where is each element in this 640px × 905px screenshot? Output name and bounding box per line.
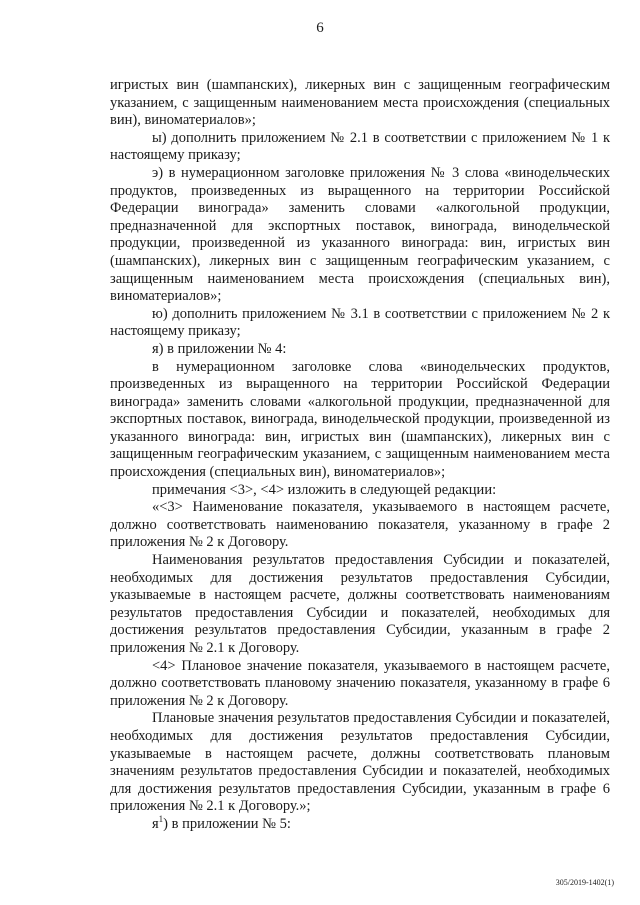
document-code: 305/2019-1402(1) (555, 878, 614, 887)
paragraph: ю) дополнить приложением № 3.1 в соответствии с приложением № 2 к настоящему приказу; (110, 305, 610, 340)
paragraph: э) в нумерационном заголовке приложения № 3 слова «винодельческих продуктов, произведенных из выращенного на территории Российской Федерации винограда» заменить словами «алкогольной продукции, предназначенной для экспортных поставок, винограда, винодельческой продукции, произведенной из указанного винограда: вин, игристых вин (шампанских), ликерных вин с защищенным географическим указанием, с защищенным наименованием места происхождения (специальных вин), виноматериалов»; (110, 164, 610, 305)
last-item-text: ) в приложении № 5: (163, 815, 291, 832)
last-item-prefix: я (152, 815, 159, 832)
last-item-superscript: 1 (158, 814, 164, 825)
paragraph: Плановые значения результатов предоставления Субсидии и показателей, необходимых для достижения результатов предоставления Субсидии, указываемые в настоящем расчете, должны соответствовать плановым значениям результатов предоставления Субсидии и показателей, необходимых для достижения результатов предоставления Субсидии, указанным в графе 6 приложения № 2.1 к Договору.»; (110, 710, 610, 815)
last-list-item (110, 816, 610, 834)
paragraph: ы) дополнить приложением № 2.1 в соответствии с приложением № 1 к настоящему приказу; (110, 129, 610, 164)
paragraph: игристых вин (шампанских), ликерных вин с защищенным географическим указанием, с защищенным наименованием места происхождения (специальных вин), виноматериалов»; (110, 77, 610, 129)
document-body (110, 77, 610, 834)
paragraph: я) в приложении № 4: (152, 340, 287, 357)
page-number: 6 (316, 20, 324, 36)
paragraph: «<3> Наименование показателя, указываемого в настоящем расчете, должно соответствовать наименованию показателя, указанному в графе 2 приложения № 2 к Договору. (110, 499, 610, 551)
paragraph: в нумерационном заголовке слова «винодельческих продуктов, произведенных из выращенного на территории Российской Федерации винограда» заменить словами «алкогольной продукции, предназначенной для экспортных поставок, винограда, винодельческой продукции, произведенной из указанного винограда: вин, игристых вин (шампанских), ликерных вин с защищенным географическим указанием, с защищенным наименованием места происхождения (специальных вин), виноматериалов»; (110, 358, 610, 481)
paragraph: примечания <3>, <4> изложить в следующей редакции: (152, 481, 497, 498)
paragraph: <4> Плановое значение показателя, указываемого в настоящем расчете, должно соответствовать плановому значению показателя, указанному в графе 6 приложения № 2 к Договору. (110, 657, 610, 709)
paragraph: Наименования результатов предоставления Субсидии и показателей, необходимых для достижения результатов предоставления Субсидии, указываемые в настоящем расчете, должны соответствовать наименованиям результатов предоставления Субсидии и показателей, необходимых для достижения результатов предоставления Субсидии, указанным в графе 2 приложения № 2.1 к Договору. (110, 552, 610, 656)
